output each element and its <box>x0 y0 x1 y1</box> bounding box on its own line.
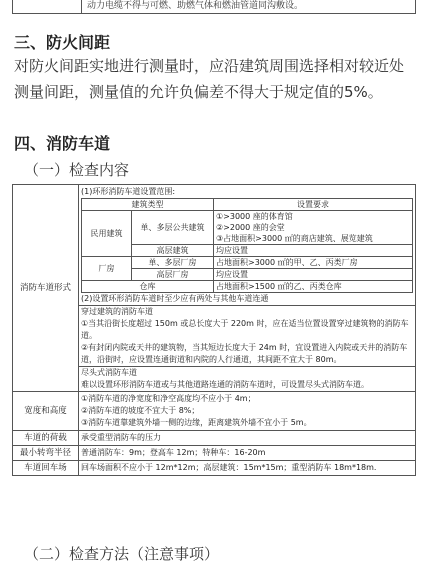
row-label-turning: 最小转弯半径 <box>13 446 79 461</box>
table-row-form <box>13 185 416 392</box>
civil-req2: 均应设置 <box>214 245 413 257</box>
civil-building-label: 民用建筑 <box>82 211 132 257</box>
factory-label: 厂房 <box>82 257 132 281</box>
factory-req2: 均应设置 <box>214 269 413 281</box>
row-label-width: 宽度和高度 <box>13 392 79 431</box>
through-lane-rule-2: ②有封闭内院或天井的建筑物，当其短边长度大于 24m 时，宜设置进入内院或天井的消防车道，沿街时，应设置连通街道和内院的人行通道，其间距不宜大于 80m。 <box>79 342 415 367</box>
civil-sub2: 高层建筑 <box>132 245 214 257</box>
deadend-lane-title: 尽头式消防车道 <box>81 368 137 377</box>
row-content-width: ①消防车道的净宽度和净空高度均不应小于 4m； ②消防车道的坡度不宜大于 8%； ③消防车道靠建筑外墙一侧的边缘，距离建筑外墙不宜小于 5m。 <box>79 392 416 431</box>
inner-header-req: 设置要求 <box>214 199 413 211</box>
table-row-width <box>13 392 416 431</box>
row-label-form: 消防车道形式 <box>13 185 79 392</box>
top-table-left-cell <box>13 0 82 13</box>
row-label-load: 车道的荷载 <box>13 431 79 446</box>
ring-lane-note: (2)设置环形消防车道时至少应有两处与其他车道连通 <box>79 293 415 306</box>
through-lane-rule-1: ①当其沿街长度超过 150m 或总长度大于 220m 时，应在适当位置设置穿过建筑物的消防车道。 <box>81 319 409 340</box>
factory-sub2: 高层厂房 <box>132 269 214 281</box>
row-content-turning: 普通消防车：9m；登高车 12m；特种车：16-20m <box>79 446 416 461</box>
table-row-load <box>13 431 416 446</box>
table-row-turning <box>13 446 416 461</box>
deadend-lane-text: 难以设置环形消防车道或与其他道路连通的消防车道时，可设置尽头式消防车道。 <box>81 380 369 389</box>
civil-sub1: 单、多层公共建筑 <box>132 211 214 245</box>
inner-header-type: 建筑类型 <box>82 199 214 211</box>
table-row-turnaround <box>13 461 416 476</box>
through-lane-title: 穿过建筑的消防车道 <box>81 307 153 316</box>
fire-lane-table <box>12 184 416 476</box>
row-label-turnaround: 车道回车场 <box>13 461 79 476</box>
row-content-turnaround: 回车场面积不应小于 12m*12m；高层建筑：15m*15m；重型消防车 18m*18m. <box>79 461 416 476</box>
factory-sub1: 单、多层厂房 <box>132 257 214 269</box>
civil-req1: ①>3000 座的体育馆 ②>2000 座的会堂 ③占地面积>3000 ㎡的商店建筑、展览建筑 <box>214 211 413 245</box>
row-content-form <box>79 185 416 392</box>
section4-subheading-2: （二）检查方法（注意事项） <box>24 545 220 563</box>
factory-req1: 占地面积>3000 ㎡的甲、乙、丙类厂房 <box>214 257 413 269</box>
warehouse-req: 占地面积>1500 ㎡的乙、丙类仓库 <box>214 281 413 293</box>
row-content-load: 承受重型消防车的压力 <box>79 431 416 446</box>
section3-body: 对防火间距实地进行测量时，应沿建筑周围选择相对较近处测量间距，测量值的允许负偏差不得大于规定值的5%。 <box>14 57 405 101</box>
warehouse-label: 仓库 <box>82 281 214 293</box>
ring-lane-inner-table <box>81 198 413 293</box>
section4-subheading-1: （一）检查内容 <box>24 161 130 179</box>
top-table-text: 动力电缆不得与可燃、助燃气体和燃油管道同沟敷设。 <box>87 1 304 11</box>
section4-title: 四、消防车道 <box>14 134 111 153</box>
ring-lane-title: (1)环形消防车道设置范围: <box>81 187 176 196</box>
section3-title: 三、防火间距 <box>14 33 111 52</box>
top-table-fragment <box>12 0 416 14</box>
